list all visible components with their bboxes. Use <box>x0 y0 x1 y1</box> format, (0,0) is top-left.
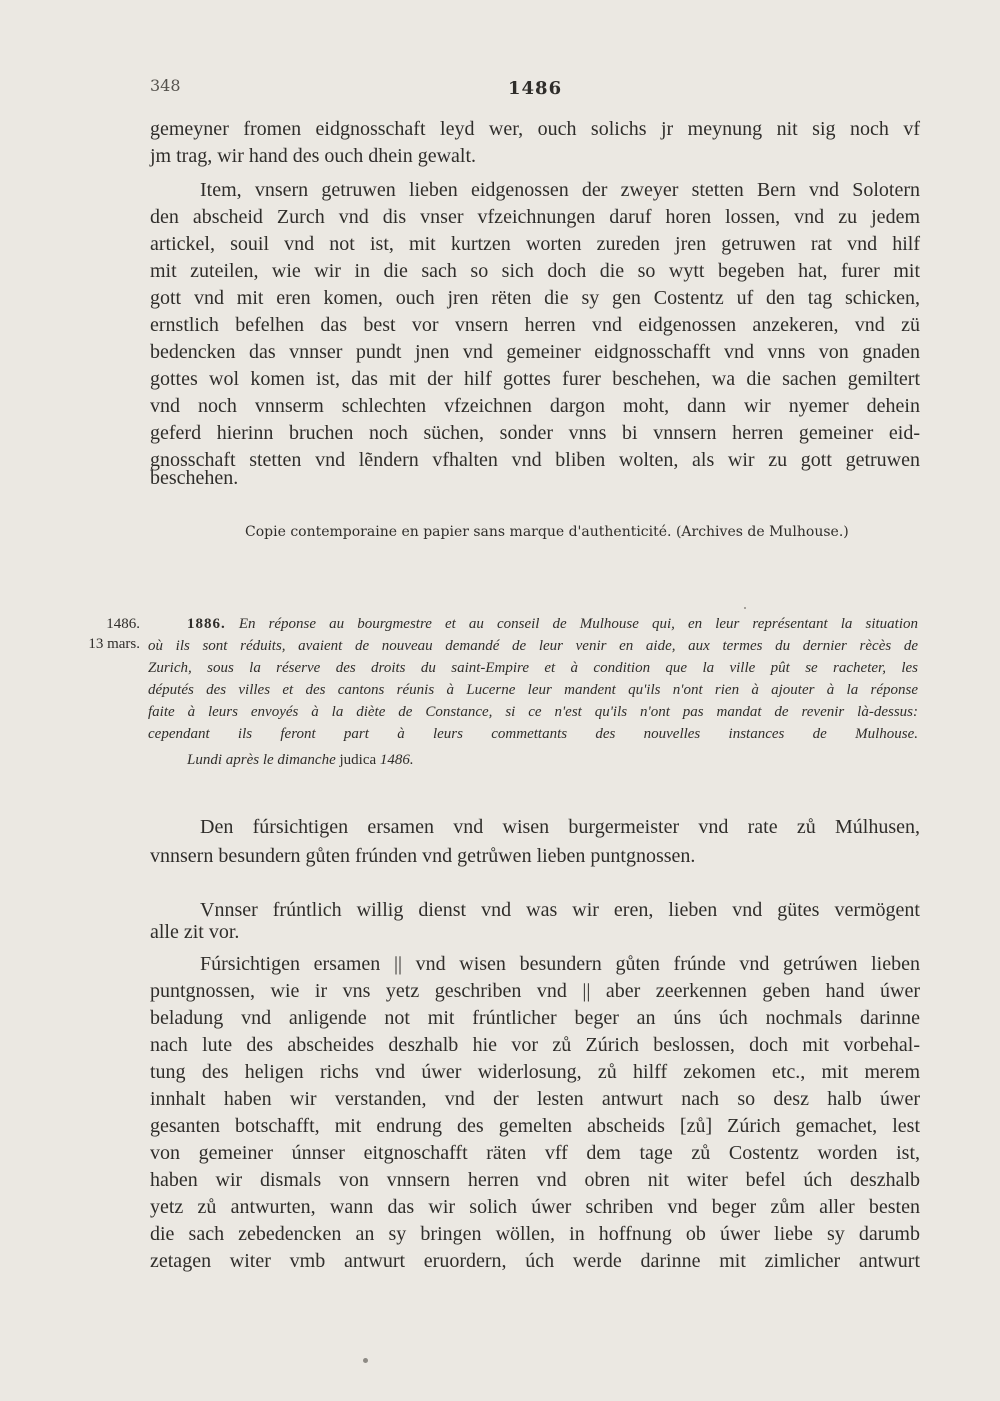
paper-speck <box>744 607 746 609</box>
entry-number: 1886. <box>187 616 226 632</box>
margin-date: 13 mars. <box>88 636 140 652</box>
summary-line: où ils sont réduits, avaient de nouveau demandé de leur venir en aide, aux termes du dernier rècès de <box>148 638 918 654</box>
text-line: den abscheid Zurch vnd dis vnser vfzeichnungen daruf horen lossen, vnd zu jedem <box>150 206 920 228</box>
text-line: beladung vnd anligende not mit frúntlicher beger an úns úch nochmals darinne <box>150 1007 920 1029</box>
text-line: innhalt haben wir verstanden, vnd der lesten antwurt nach so desz halb úwer <box>150 1088 920 1110</box>
text-line: gott vnd mit eren komen, ouch jren rëten die sy gen Costentz uf den tag schicken, <box>150 287 920 309</box>
date-day: Lundi après le dimanche <box>187 752 336 768</box>
text-line: artickel, souil vnd not ist, mit kurtzen worten zureden jren getruwen rat vnd hilf <box>150 233 920 255</box>
text-line: ernstlich befelhen das best vor vnsern herren vnd eidgenossen anzekeren, vnd zü <box>150 314 920 336</box>
running-head-year: 1486 <box>508 78 563 99</box>
text-line: bedencken das vnnser pundt jnen vnd gemeiner eidgnosschafft vnd vnns von gnaden <box>150 341 920 363</box>
text-line: Den fúrsichtigen ersamen vnd wisen burgermeister vnd rate zů Múlhusen, <box>200 816 920 838</box>
text-line: haben wir dismals von vnnsern herren vnd obren nit witer befel úch deszhalb <box>150 1169 920 1191</box>
summary-line: Zurich, sous la réserve des droits du saint-Empire et à condition que la ville pût se racheter, les <box>148 660 918 676</box>
text-line: jm trag, wir hand des ouch dhein gewalt. <box>150 145 477 167</box>
summary-line: faite à leurs envoyés à la diète de Constance, si ce n'est qu'ils n'ont pas mandat de revenir là-dessus: <box>148 704 918 720</box>
text-line: gesanten botschafft, mit endrung des gemelten abscheids [zů] Zúrich gemachet, lest <box>150 1115 920 1137</box>
text-line: gottes wol komen ist, das mit der hilf gottes furer beschehen, wa die sachen gemiltert <box>150 368 920 390</box>
date-year: 1486. <box>379 752 414 768</box>
text-line: von gemeiner únnser eitgnoschafft räten vff dem tage zů Costentz worden ist, <box>150 1142 920 1164</box>
summary-line <box>187 614 918 634</box>
text-line: puntgnossen, wie ir vns yetz geschriben vnd || aber zeerkennen geben hand úwer <box>150 980 920 1002</box>
text-line: Fúrsichtigen ersamen || vnd wisen besundern gůten frúnde vnd getrúwen lieben <box>200 953 920 975</box>
text-line: zetagen witer vmb antwurt eruordern, úch werde darinne mit zimlicher antwurt <box>150 1250 920 1272</box>
text-line: alle zit vor. <box>150 921 240 943</box>
text-line: Vnnser frúntlich willig dienst vnd was wir eren, lieben vnd gütes vermögent <box>200 899 920 921</box>
text-line: mit zuteilen, wie wir in die sach so sich doch die so wytt begeben hat, furer mit <box>150 260 920 282</box>
summary-text: En réponse au bourgmestre et au conseil de Mulhouse qui, en leur représentant la situation <box>238 616 919 632</box>
text-line: vnnsern besundern gůten frúnden vnd getrůwen lieben puntgnossen. <box>150 845 696 867</box>
text-line: gnosschaft stetten vnd lẽndern vfhalten vnd bliben wolten, als wir zu gott getruwen <box>150 449 920 471</box>
text-line: gemeyner fromen eidgnosschaft leyd wer, ouch solichs jr meynung nit sig noch vf <box>150 118 920 140</box>
summary-line: cependant ils feront part à leurs commettants des nouvelles instances de Mulhouse. <box>148 726 918 742</box>
paper-speck <box>363 1358 368 1363</box>
text-line: geferd hierinn bruchen noch süchen, sonder vnns bi vnnsern herren gemeiner eid- <box>150 422 920 444</box>
text-line: tung des heligen richs vnd úwer widerlosung, zů hilff zekomen etc., mit merem <box>150 1061 920 1083</box>
source-note: Copie contemporaine en papier sans marque d'authenticité. (Archives de Mulhouse.) <box>245 524 849 540</box>
text-line: Item, vnsern getruwen lieben eidgenossen der zweyer stetten Bern vnd Solotern <box>200 179 920 201</box>
entry-date-line <box>187 750 414 770</box>
text-line: nach lute des abscheides deszhalb hie vor zů Zúrich beslossen, doch mit vorbehal- <box>150 1034 920 1056</box>
page-number: 348 <box>150 76 181 95</box>
text-line: yetz zů antwurten, wann das wir solich úwer schriben vnd beger zům aller besten <box>150 1196 920 1218</box>
text-line: beschehen. <box>150 467 239 489</box>
text-line: vnd noch vnnserm schlechten vfzeichnen dargon moht, dann wir nyemer dehein <box>150 395 920 417</box>
date-sunday: judica <box>339 752 377 768</box>
margin-year: 1486. <box>106 616 140 632</box>
summary-line: députés des villes et des cantons réunis à Lucerne leur mandent qu'ils n'ont rien à ajouter à la réponse <box>148 682 918 698</box>
text-line: die sach zebedencken an sy bringen wöllen, in hoffnung ob úwer liebe sy darumb <box>150 1223 920 1245</box>
